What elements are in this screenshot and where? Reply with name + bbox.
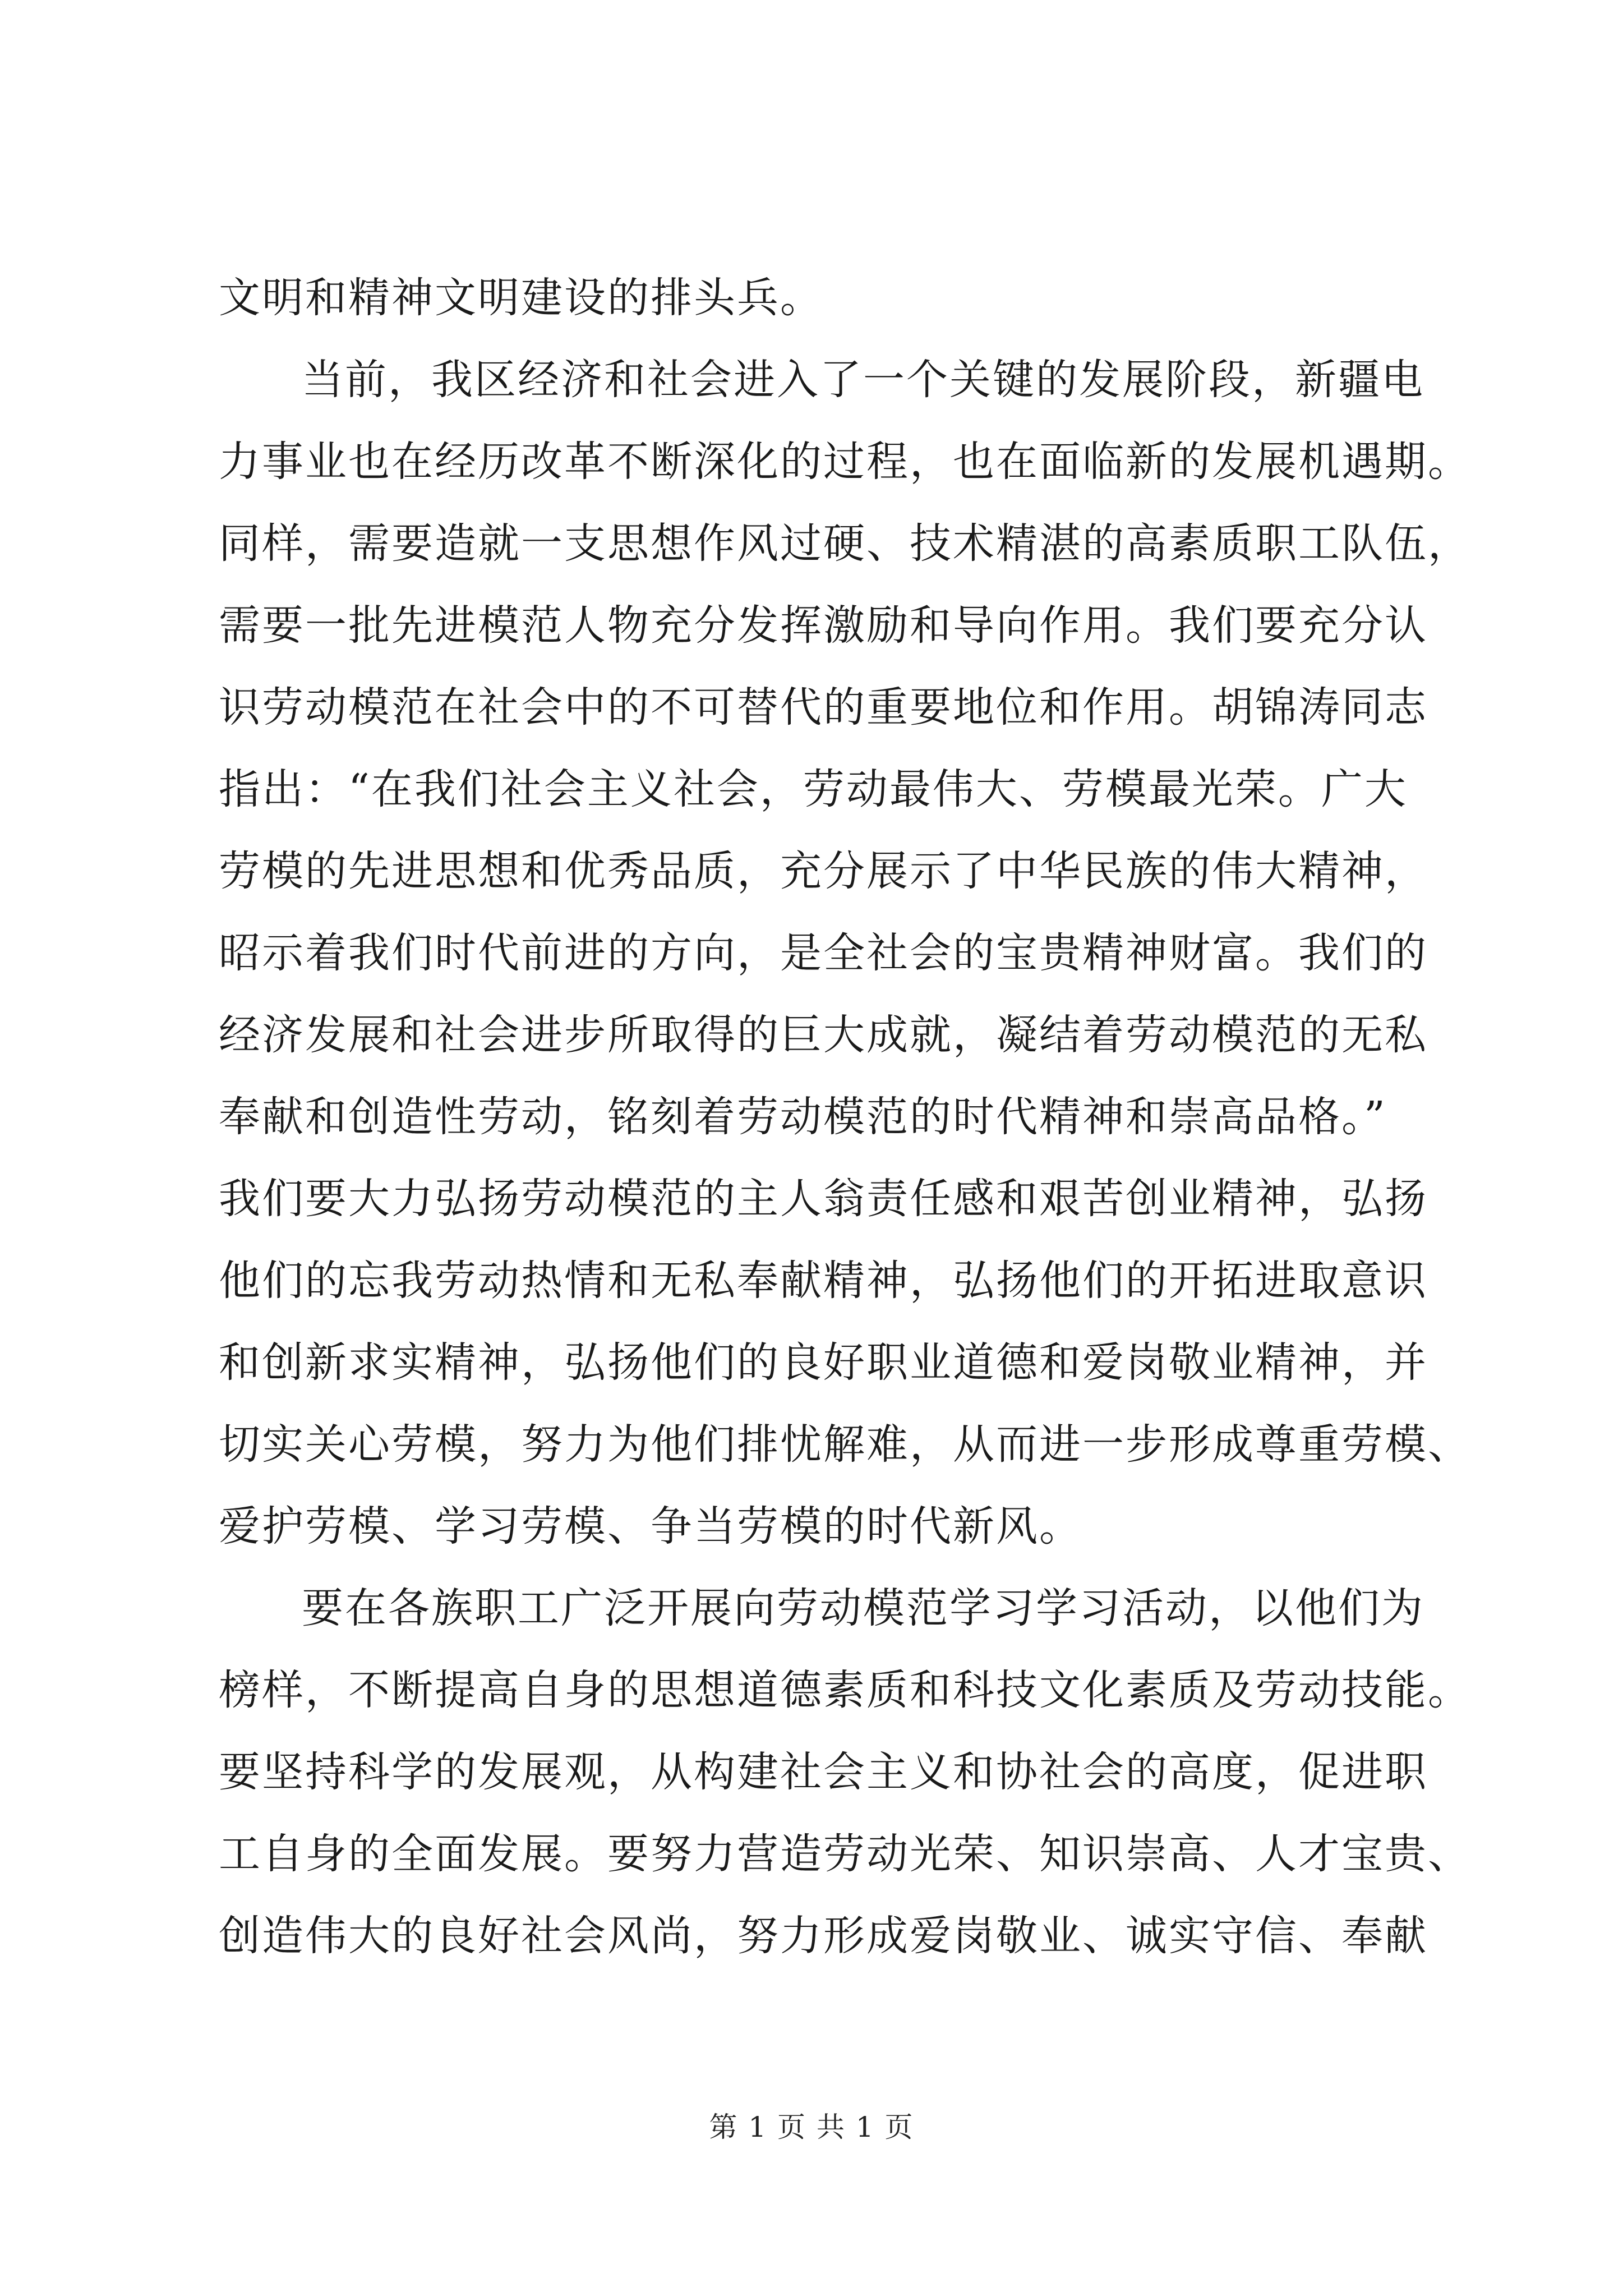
text-line: 要坚持科学的发展观，从构建社会主义和协社会的高度，促进职 [219,1748,1428,1796]
text-line: 力事业也在经历改革不断深化的过程，也在面临新的发展机遇期。 [219,438,1471,486]
text-line: 经济发展和社会进步所取得的巨大成就，凝结着劳动模范的无私 [219,1011,1428,1059]
text-line: 工自身的全面发展。要努力营造劳动光荣、知识崇高、人才宝贵、 [219,1830,1471,1878]
text-line: 同样，需要造就一支思想作风过硬、技术精湛的高素质职工队伍， [219,519,1471,568]
text-line: 奉献和创造性劳动，铭刻着劳动模范的时代精神和崇高品格。” [219,1093,1387,1141]
text-line: 爱护劳模、学习劳模、争当劳模的时代新风。 [219,1502,1082,1550]
text-line: 创造伟大的良好社会风尚，努力形成爱岗敬业、诚实守信、奉献 [219,1912,1428,1960]
text-line: 昭示着我们时代前进的方向，是全社会的宝贵精神财富。我们的 [219,929,1428,977]
text-line: 劳模的先进思想和优秀品质，充分展示了中华民族的伟大精神， [219,847,1428,895]
page-number-label: 第 1 页 共 1 页 [709,2111,914,2143]
page-footer [0,2110,1623,2144]
text-line: 和创新求实精神，弘扬他们的良好职业道德和爱岗敬业精神，并 [219,1338,1428,1387]
text-line: 他们的忘我劳动热情和无私奉献精神，弘扬他们的开拓进取意识 [219,1257,1428,1305]
text-line: 需要一批先进模范人物充分发挥激励和导向作用。我们要充分认 [219,601,1428,650]
text-line: 指出：“在我们社会主义社会，劳动最伟大、劳模最光荣。广大 [219,765,1408,813]
text-line: 识劳动模范在社会中的不可替代的重要地位和作用。胡锦涛同志 [219,683,1428,731]
text-line: 切实关心劳模，努力为他们排忧解难，从而进一步形成尊重劳模、 [219,1420,1471,1469]
body-text [219,257,1471,1977]
text-line: 榜样，不断提高自身的思想道德素质和科技文化素质及劳动技能。 [219,1666,1471,1714]
text-line: 要在各族职工广泛开展向劳动模范学习学习活动，以他们为 [302,1584,1424,1632]
text-line: 我们要大力弘扬劳动模范的主人翁责任感和艰苦创业精神，弘扬 [219,1175,1428,1223]
text-line: 当前，我区经济和社会进入了一个关键的发展阶段，新疆电 [302,356,1424,404]
text-line: 文明和精神文明建设的排头兵。 [219,274,823,322]
